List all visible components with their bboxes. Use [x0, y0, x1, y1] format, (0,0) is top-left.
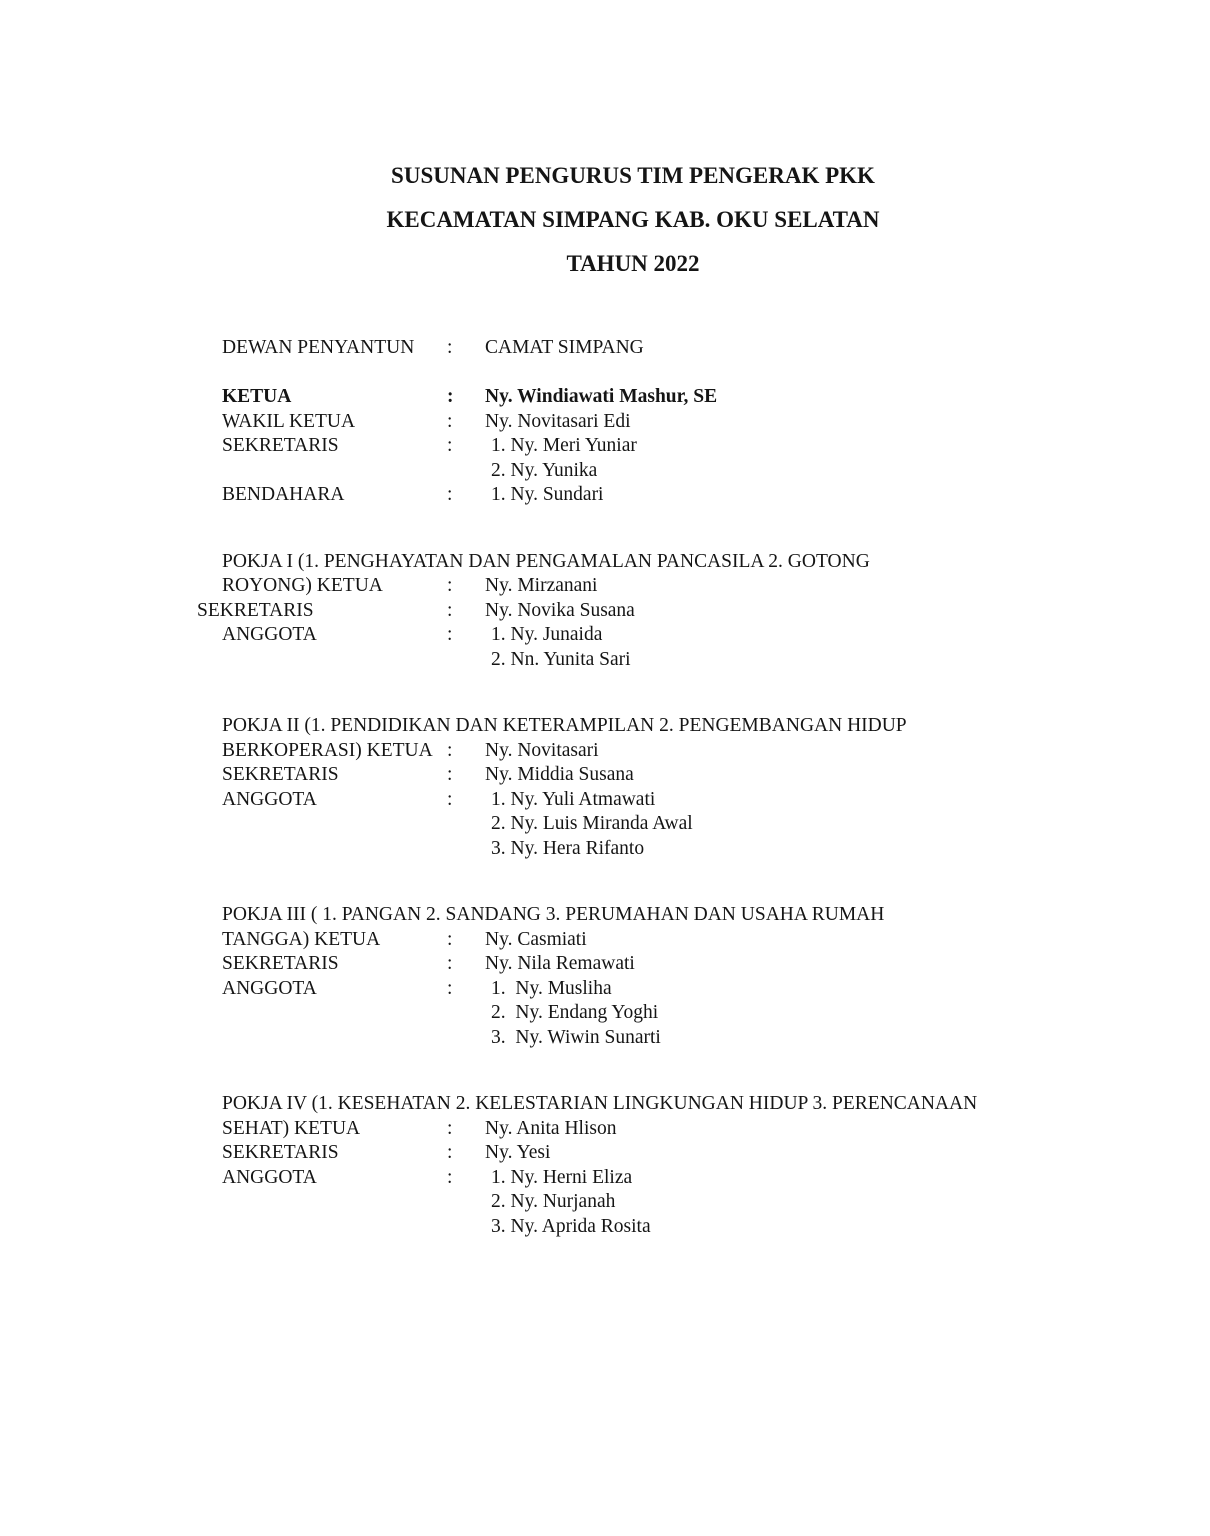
title-line-1: SUSUNAN PENGURUS TIM PENGERAK PKK [391, 163, 875, 188]
row-colon: : [447, 1117, 453, 1139]
row-label: WAKIL KETUA [222, 410, 356, 432]
row-value: Ny. Windiawati Mashur, SE [485, 386, 718, 407]
row-value: Ny. Novika Susana [485, 599, 635, 621]
row-value: 1. Ny. Meri Yuniar [491, 435, 637, 456]
table-row [222, 623, 1162, 648]
row-value: 3. Ny. Wiwin Sunarti [491, 1026, 661, 1048]
row-value: Ny. Novitasari [485, 739, 599, 761]
table-row [222, 952, 1162, 977]
row-label: SEKRETARIS [222, 764, 339, 785]
table-row [222, 1190, 1162, 1215]
row-value: 2. Ny. Endang Yoghi [491, 1002, 659, 1023]
table-row [222, 763, 1162, 788]
section-heading: POKJA II (1. PENDIDIKAN DAN KETERAMPILAN 2. PENGEMBANGAN HIDUP [222, 715, 907, 736]
row-value: 1. Ny. Junaida [491, 624, 603, 645]
row-value: 2. Ny. Yunika [491, 459, 598, 481]
row-value: Ny. Casmiati [485, 928, 587, 950]
row-value: 3. Ny. Aprida Rosita [491, 1215, 651, 1237]
row-label: BENDAHARA [222, 484, 345, 505]
row-value: 1. Ny. Musliha [491, 977, 612, 999]
table-row [222, 837, 1162, 862]
row-value: Ny. Nila Remawati [485, 953, 635, 974]
table-row [222, 1215, 1162, 1240]
row-colon: : [447, 1142, 453, 1163]
row-value: Ny. Middia Susana [485, 764, 634, 785]
table-row [222, 1026, 1162, 1051]
row-label: ROYONG) KETUA [222, 575, 383, 596]
row-value: 3. Ny. Hera Rifanto [491, 837, 645, 859]
section-heading: POKJA IV (1. KESEHATAN 2. KELESTARIAN LINGKUNGAN HIDUP 3. PERENCANAAN [222, 1093, 978, 1114]
row-label: ANGGOTA [222, 977, 317, 999]
row-label: ANGGOTA [222, 624, 317, 645]
section-pokja-1 [197, 550, 1162, 673]
title-line-3: TAHUN 2022 [566, 251, 700, 276]
row-label: SEKRETARIS [197, 599, 314, 621]
row-colon: : [447, 337, 453, 358]
row-label: KETUA [222, 386, 292, 407]
row-value: Ny. Yesi [485, 1142, 551, 1163]
row-label: ANGGOTA [222, 1166, 317, 1188]
section-pokja-2 [222, 714, 1162, 861]
row-label: SEKRETARIS [222, 435, 339, 456]
table-row [222, 336, 1162, 361]
row-value: Ny. Novitasari Edi [485, 410, 631, 432]
blank-line [222, 361, 1162, 386]
section-pengurus-inti [222, 336, 1162, 508]
row-value: 2. Ny. Luis Miranda Awal [491, 813, 693, 834]
table-row [222, 648, 1162, 673]
row-colon: : [447, 977, 453, 999]
document-title [222, 154, 1044, 286]
table-row [222, 928, 1162, 953]
row-value: 2. Nn. Yunita Sari [491, 648, 631, 670]
row-label: ANGGOTA [222, 788, 317, 810]
row-label: DEWAN PENYANTUN [222, 337, 415, 358]
section-heading: POKJA I (1. PENGHAYATAN DAN PENGAMALAN PANCASILA 2. GOTONG [222, 550, 870, 572]
row-colon: : [447, 928, 453, 950]
table-row [222, 574, 1162, 599]
section-heading: POKJA III ( 1. PANGAN 2. SANDANG 3. PERUMAHAN DAN USAHA RUMAH [222, 904, 885, 925]
row-value: CAMAT SIMPANG [485, 337, 644, 358]
row-colon: : [447, 435, 453, 456]
table-row [222, 459, 1162, 484]
table-row [222, 483, 1162, 508]
table-row [222, 1001, 1162, 1026]
row-value: 2. Ny. Nurjanah [491, 1191, 616, 1212]
row-colon: : [447, 764, 453, 785]
table-row [197, 599, 1162, 624]
row-colon: : [447, 484, 453, 505]
row-colon: : [447, 386, 454, 407]
row-colon: : [447, 624, 453, 645]
row-label: SEHAT) KETUA [222, 1117, 361, 1139]
section-pokja-4 [222, 1092, 1162, 1239]
row-value: Ny. Anita Hlison [485, 1117, 617, 1139]
row-label: SEKRETARIS [222, 1142, 339, 1163]
row-value: Ny. Mirzanani [485, 575, 598, 596]
table-row [222, 410, 1162, 435]
row-colon: : [447, 410, 453, 432]
section-pokja-3 [222, 903, 1162, 1050]
table-row [222, 434, 1162, 459]
table-row [222, 977, 1162, 1002]
table-row [222, 385, 1162, 410]
row-colon: : [447, 953, 453, 974]
table-row [222, 739, 1162, 764]
document-sections [197, 336, 1162, 1239]
row-value: 1. Ny. Yuli Atmawati [491, 788, 656, 810]
row-label: BERKOPERASI) KETUA [222, 739, 433, 761]
table-row [222, 812, 1162, 837]
title-line-2: KECAMATAN SIMPANG KAB. OKU SELATAN [386, 207, 880, 232]
table-row [222, 788, 1162, 813]
table-row [222, 1117, 1162, 1142]
row-label: TANGGA) KETUA [222, 928, 381, 950]
row-colon: : [447, 575, 453, 596]
row-colon: : [447, 599, 453, 621]
row-colon: : [447, 739, 453, 761]
row-label: SEKRETARIS [222, 953, 339, 974]
row-colon: : [447, 1166, 453, 1188]
row-value: 1. Ny. Herni Eliza [491, 1166, 633, 1188]
table-row [222, 1141, 1162, 1166]
table-row [222, 1166, 1162, 1191]
row-colon: : [447, 788, 453, 810]
row-value: 1. Ny. Sundari [491, 484, 604, 505]
